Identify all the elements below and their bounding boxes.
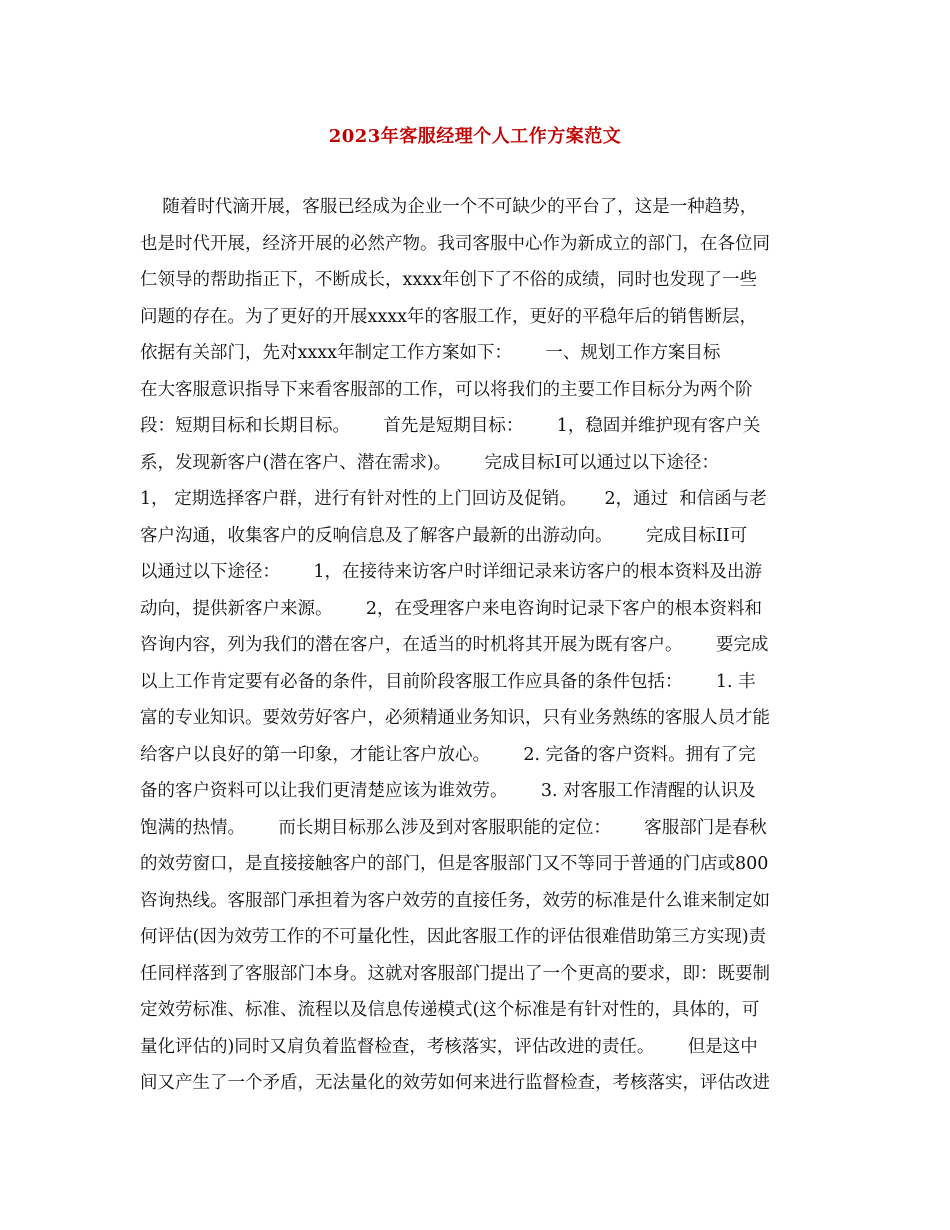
body-line: 量化评估的)同时又肩负着监督检查，考核落实，评估改进的责任。 但是这中 — [140, 1036, 758, 1057]
document-body — [140, 192, 820, 1105]
body-line: 备的客户资料可以让我们更清楚应该为谁效劳。 3. 对客服工作清醒的认识及 — [140, 781, 756, 801]
body-line: 咨询热线。客服部门承担着为客户效劳的直接任务，效劳的标准是什么谁来制定如 — [140, 890, 770, 911]
body-line: 饱满的热情。 而长期目标那么涉及到对客服职能的定位： 客服部门是春秋 — [140, 817, 767, 838]
body-line: 富的专业知识。要效劳好客户，必须精通业务知识，只有业务熟练的客服人员才能 — [140, 708, 770, 728]
body-line: 任同样落到了客服部门本身。这就对客服部门提出了一个更高的要求，即：既要制 — [140, 963, 770, 984]
body-line: 在大客服意识指导下来看客服部的工作，可以将我们的主要工作目标分为两个阶 — [140, 379, 753, 400]
body-line: 间又产生了一个矛盾，无法量化的效劳如何来进行监督检查，考核落实，评估改进 — [140, 1073, 770, 1093]
body-line: 1， 定期选择客户群，进行有针对性的上门回访及促销。 2，通过 和信函与老 — [140, 489, 767, 509]
body-line: 何评估(因为效劳工作的不可量化性，因此客服工作的评估很难借助第三方实现)责 — [140, 927, 767, 947]
body-line: 仁领导的帮助指正下，不断成长，xxxx年创下了不俗的成绩，同时也发现了一些 — [140, 270, 757, 290]
body-line: 动向，提供新客户来源。 2，在受理客户来电咨询时记录下客户的根本资料和 — [140, 598, 763, 619]
document-title: 2023年客服经理个人工作方案范文 — [328, 126, 622, 147]
body-line: 以通过以下途径： 1，在接待来访客户时详细记录来访客户的根本资料及出游 — [140, 562, 763, 582]
body-line: 定效劳标准、标准、流程以及信息传递模式(这个标准是有针对性的，具体的，可 — [140, 1000, 760, 1020]
body-line: 咨询内容，列为我们的潜在客户，在适当的时机将其开展为既有客户。 要完成 — [140, 635, 769, 655]
body-line: 客户沟通，收集客户的反响信息及了解客户最新的出游动向。 完成目标II可 — [140, 525, 748, 546]
body-line: 随着时代滴开展，客服已经成为企业一个不可缺少的平台了，这是一种趋势， — [140, 197, 758, 217]
body-line: 也是时代开展，经济开展的必然产物。我司客服中心作为新成立的部门，在各位同 — [140, 233, 770, 254]
body-line: 问题的存在。为了更好的开展xxxx年的客服工作，更好的平稳年后的销售断层， — [140, 306, 757, 327]
body-line: 段：短期目标和长期目标。 首先是短期目标： 1，稳固并维护现有客户关 — [140, 416, 761, 436]
body-line: 以上工作肯定要有必备的条件，目前阶段客服工作应具备的条件包括： 1. 丰 — [140, 671, 756, 692]
body-line: 系，发现新客户(潜在客户、潜在需求)。 完成目标I可以通过以下途径： — [140, 452, 719, 473]
body-line: 的效劳窗口，是直接接触客户的部门，但是客服部门又不等同于普通的门店或800 — [140, 854, 769, 874]
body-line: 给客户以良好的第一印象，才能让客户放心。 2. 完备的客户资料。拥有了完 — [140, 744, 756, 765]
body-line: 依据有关部门，先对xxxx年制定工作方案如下： 一、规划工作方案目标 — [140, 343, 721, 363]
